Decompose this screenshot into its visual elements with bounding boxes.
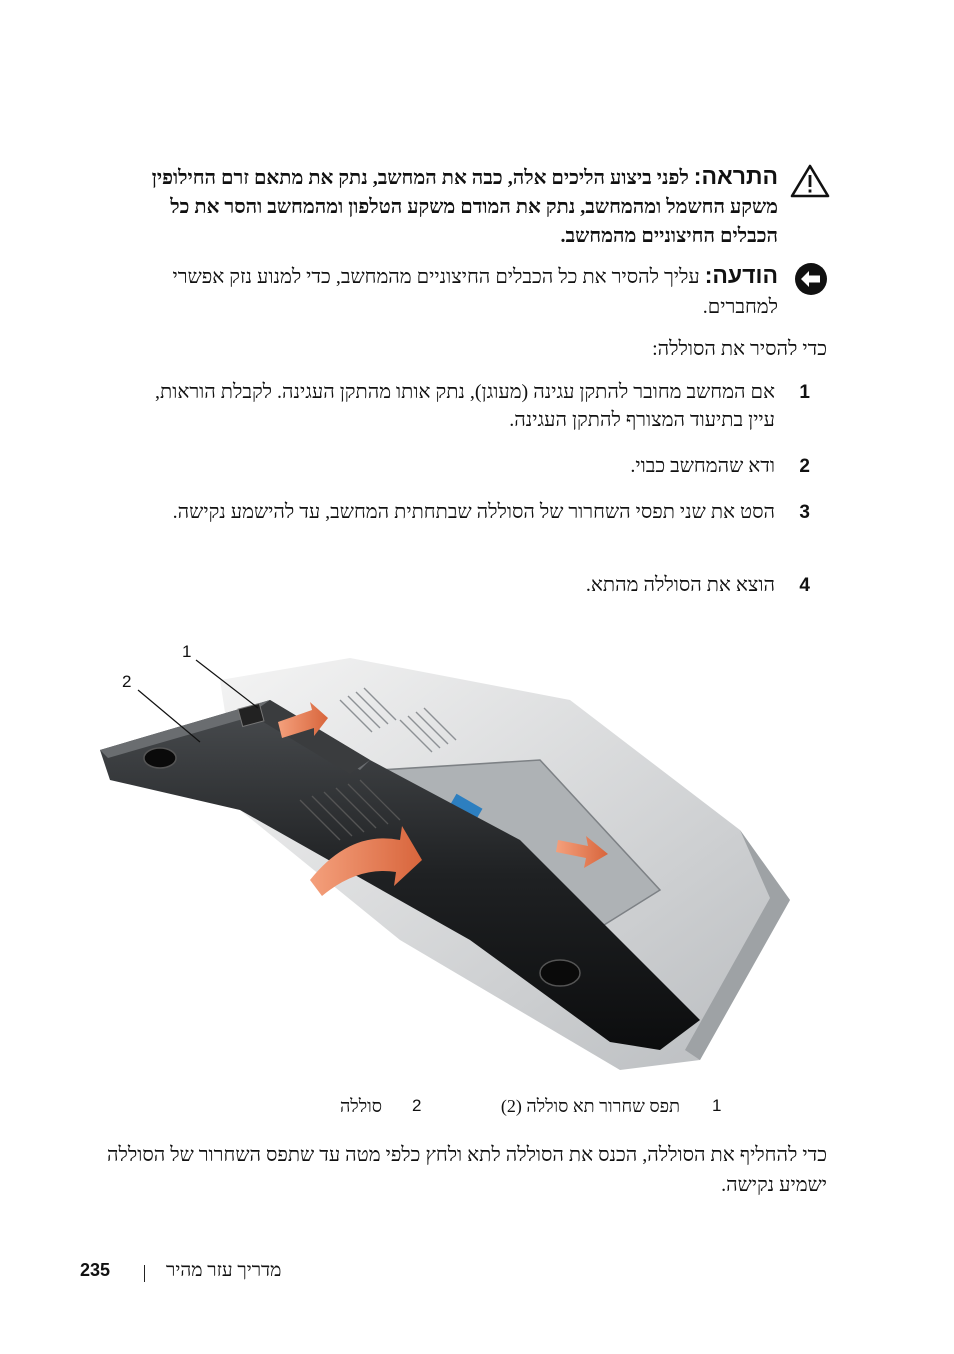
caution-text (130, 162, 778, 251)
arrow-left-circle-icon (794, 262, 828, 296)
footer-title: מדריך עזר מהיר (166, 1260, 282, 1281)
step-text: ודא שהמחשב כבוי. (630, 455, 775, 477)
page-footer (60, 1260, 360, 1288)
caution-label: התראה: (693, 163, 778, 189)
legend-label-2: סוללה (339, 1096, 382, 1116)
caution-body: לפני ביצוע הליכים אלה, כבה את המחשב, נתק את מתאם זרם החילופין משקע החשמל ומהמחשב, נתק את המודם משקע הטלפון ומהמחשב והסר את כל הכבלים החיצוניים מהמחשב. (151, 167, 778, 247)
footer-divider (144, 1265, 145, 1282)
figure-legend (300, 1096, 740, 1122)
caution-note (130, 162, 830, 251)
replace-battery-paragraph: כדי להחליף את הסוללה, הכנס את הסוללה לתא ולחץ כלפי מטה עד שתפס השחרור של הסוללה ישמיע נקישה. (107, 1144, 827, 1196)
procedure-intro: כדי להסיר את הסוללה: (652, 338, 827, 360)
step-number: 4 (799, 575, 810, 596)
step-text: אם המחשב מחובר להתקן עגינה (מעוגן), נתק אותו מהתקן העגינה. לקבלת הוראות, עיין בתיעוד המצורף להתקן העגינה. (155, 381, 775, 431)
notice-text (130, 260, 778, 322)
step-2 (130, 452, 827, 480)
step-number: 1 (799, 382, 810, 403)
battery-removal-illustration (100, 640, 790, 1080)
step-4 (130, 571, 827, 599)
legend-number-1: 1 (712, 1096, 722, 1115)
step-number: 2 (799, 456, 810, 477)
callout-2: 2 (122, 672, 132, 691)
step-1 (130, 378, 827, 434)
warning-triangle-icon (790, 164, 830, 198)
step-text: הוצא את הסוללה מהתא. (585, 574, 775, 596)
notice-note (130, 260, 830, 322)
legend-label-1: תפס שחרור תא סוללה (2) (500, 1096, 680, 1116)
step-text: הסט את שני תפסי השחרור של הסוללה שבתחתית המחשב, עד להישמע נקישה. (172, 501, 775, 523)
notice-label: הודעה: (704, 262, 778, 288)
step-3 (130, 498, 827, 526)
page-number: 235 (80, 1260, 111, 1280)
step-number: 3 (799, 502, 810, 523)
callout-1: 1 (182, 642, 192, 661)
notice-body: עליך להסיר את כל הכבלים החיצוניים מהמחשב, כדי למנוע נזק אפשרי למחברים. (172, 266, 778, 318)
legend-number-2: 2 (412, 1096, 422, 1115)
